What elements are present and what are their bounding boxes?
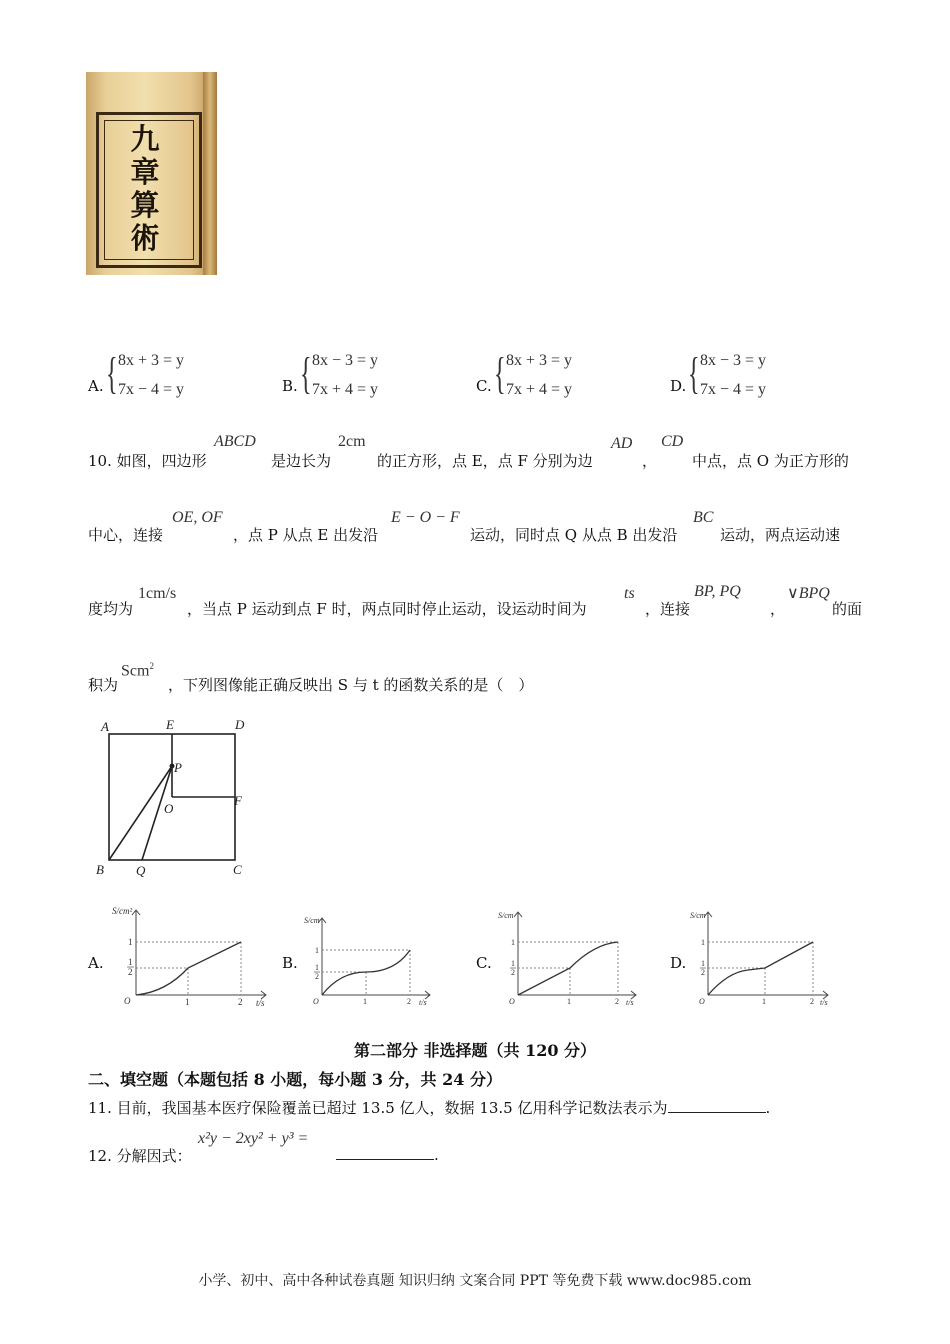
svg-text:t/s: t/s [626, 998, 634, 1007]
svg-text:1: 1 [128, 957, 133, 967]
svg-text:2: 2 [238, 997, 243, 1007]
label-f: F [234, 793, 242, 808]
graph-option-b [300, 912, 440, 1012]
q9-option-a-letter: A. [88, 377, 104, 395]
label-b: B [96, 862, 104, 877]
svg-text:2: 2 [810, 997, 814, 1006]
svg-text:2: 2 [128, 967, 133, 977]
svg-text:1: 1 [315, 963, 319, 972]
q10-option-b-letter: B. [282, 954, 298, 972]
svg-text:1: 1 [762, 997, 766, 1006]
svg-text:1: 1 [701, 959, 705, 968]
svg-text:O: O [509, 997, 515, 1006]
svg-text:1: 1 [315, 946, 319, 955]
section2-title: 二、填空题（本题包括 8 小题，每小题 3 分，共 24 分） [88, 1070, 502, 1089]
q11: 11. 目前，我国基本医疗保险覆盖已超过 13.5 亿人，数据 13.5 亿用科学记数法表示为 . [88, 1099, 771, 1117]
label-a: A [101, 719, 109, 734]
svg-text:O: O [124, 996, 131, 1006]
graph-option-d [688, 906, 838, 1012]
svg-text:2: 2 [615, 997, 619, 1006]
graph-c-curve [518, 942, 618, 995]
svg-text:1: 1 [185, 997, 190, 1007]
svg-text:1: 1 [511, 959, 515, 968]
book-cover-image [86, 72, 217, 275]
label-c: C [233, 862, 242, 877]
graph-d-curve [708, 942, 813, 995]
svg-text:1: 1 [128, 937, 133, 947]
svg-text:1: 1 [701, 938, 705, 947]
svg-text:S/cm: S/cm [304, 916, 320, 925]
label-p: P [174, 760, 182, 775]
svg-text:2: 2 [701, 968, 705, 977]
svg-text:1: 1 [511, 938, 515, 947]
book-spine [203, 72, 217, 275]
q11-answer-blank[interactable] [668, 1098, 766, 1113]
label-d: D [235, 717, 245, 732]
svg-text:O: O [313, 997, 319, 1006]
q10-option-d-letter: D. [670, 954, 687, 972]
svg-text:S/cm: S/cm [498, 911, 514, 920]
part2-title: 第二部分 非选择题（共 120 分） [353, 1041, 597, 1060]
svg-text:t/s: t/s [419, 998, 427, 1007]
q10-square-figure [90, 712, 260, 882]
q9-option-d-letter: D. [670, 377, 687, 395]
segment-bp [109, 766, 172, 860]
label-e: E [166, 717, 174, 732]
page-footer: 小学、初中、高中各种试卷真题 知识归纳 文案合同 PPT 等免费下载 www.doc985.com [198, 1273, 752, 1289]
svg-text:2: 2 [511, 968, 515, 977]
q12-answer-blank[interactable] [336, 1145, 434, 1160]
svg-text:2: 2 [315, 972, 319, 981]
label-o: O [164, 801, 174, 816]
q12-expression: x²y − 2xy² + y³ = [198, 1130, 309, 1147]
graph-option-a [106, 902, 276, 1012]
cover-title-frame [96, 112, 202, 268]
q9-option-b-letter: B. [282, 377, 298, 395]
label-q: Q [136, 863, 146, 878]
svg-text:t/s: t/s [820, 998, 828, 1007]
graph-option-c [496, 906, 646, 1012]
svg-text:t/s: t/s [256, 998, 265, 1008]
q10-option-a-letter: A. [88, 954, 104, 972]
q12: 12. 分解因式： [88, 1147, 192, 1165]
svg-text:2: 2 [407, 997, 411, 1006]
q9-option-c-letter: C. [476, 377, 492, 395]
svg-text:1: 1 [363, 997, 367, 1006]
q10-option-c-letter: C. [476, 954, 492, 972]
svg-text:S/cm²: S/cm² [112, 906, 133, 916]
svg-text:S/cm: S/cm [690, 911, 706, 920]
svg-text:O: O [699, 997, 705, 1006]
cover-title: 九 章 算 術 [130, 122, 160, 255]
svg-text:1: 1 [567, 997, 571, 1006]
